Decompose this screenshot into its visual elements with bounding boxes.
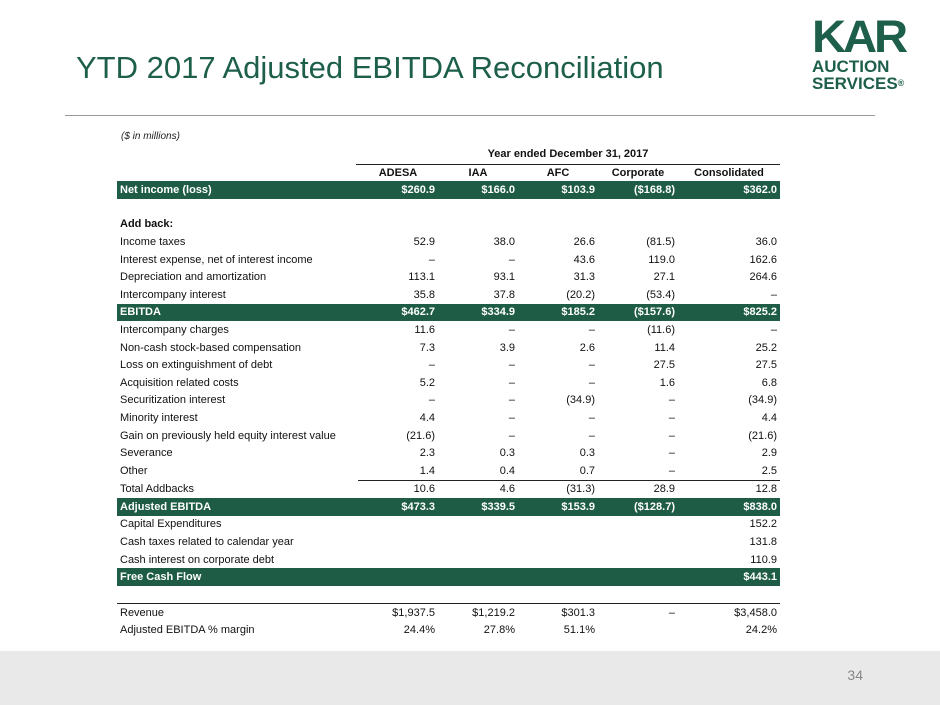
row-label: Interest expense, net of interest income — [120, 253, 313, 266]
table-row — [117, 268, 780, 286]
cell-value: 162.6 — [749, 253, 777, 266]
cell-value — [598, 516, 678, 534]
cell-value: – — [508, 429, 515, 442]
cell-value: – — [428, 253, 435, 266]
cell-value — [358, 516, 438, 534]
cell-value: ($168.8) — [598, 181, 678, 199]
cell-value: $334.9 — [438, 304, 518, 322]
cell-value: 27.1 — [653, 271, 675, 284]
row-label: Minority interest — [120, 411, 198, 424]
table-row — [117, 586, 780, 604]
row-label: Add back: — [120, 218, 174, 231]
cell-value: $838.0 — [678, 498, 780, 516]
cell-value: – — [588, 429, 595, 442]
cell-value — [518, 516, 598, 534]
cell-value — [518, 586, 598, 604]
table-row — [117, 604, 780, 622]
cell-value: 113.1 — [408, 271, 435, 284]
column-header: ADESA — [378, 166, 418, 179]
cell-value — [518, 533, 598, 551]
cell-value — [598, 586, 678, 604]
table-row — [117, 304, 780, 322]
cell-value: (21.6) — [406, 429, 435, 442]
row-label: Loss on extinguishment of debt — [120, 359, 273, 372]
title-divider — [65, 115, 875, 116]
cell-value: (20.2) — [566, 288, 595, 301]
cell-value: 28.9 — [598, 480, 678, 498]
table-row — [117, 480, 780, 498]
cell-value: 43.6 — [573, 253, 595, 266]
cell-value: 4.4 — [419, 411, 435, 424]
row-label: Severance — [120, 447, 173, 460]
cell-value — [598, 568, 678, 586]
row-label: Adjusted EBITDA % margin — [120, 624, 255, 637]
cell-value: 12.8 — [678, 480, 780, 498]
kar-auction-services-logo — [812, 11, 912, 93]
table-row — [117, 181, 780, 199]
cell-value: (34.9) — [566, 394, 595, 407]
table-row — [117, 356, 780, 374]
table-row — [117, 251, 780, 269]
cell-value: 0.4 — [499, 464, 515, 477]
row-label: Acquisition related costs — [120, 376, 239, 389]
cell-value — [598, 216, 678, 234]
cell-value: 36.0 — [755, 235, 777, 248]
cell-value: – — [508, 323, 515, 336]
cell-value: 2.3 — [419, 447, 435, 460]
cell-value: $339.5 — [438, 498, 518, 516]
header-label-cell — [117, 164, 358, 181]
logo-registered-mark: ® — [897, 78, 905, 88]
cell-value — [438, 516, 518, 534]
cell-value — [358, 199, 438, 216]
cell-value: 93.1 — [493, 271, 515, 284]
cell-value: – — [588, 359, 595, 372]
table-row — [117, 533, 780, 551]
table-row — [117, 427, 780, 445]
cell-value: $1,937.5 — [358, 604, 438, 622]
row-label: Gain on previously held equity interest value — [120, 429, 336, 442]
cell-value: – — [428, 359, 435, 372]
cell-value: $301.3 — [518, 604, 598, 622]
cell-value: – — [668, 429, 675, 442]
table-row — [117, 321, 780, 339]
cell-value: $443.1 — [678, 568, 780, 586]
cell-value: $260.9 — [358, 181, 438, 199]
cell-value: 35.8 — [413, 288, 435, 301]
row-label: Intercompany charges — [120, 323, 229, 336]
row-label: Net income (loss) — [117, 181, 358, 199]
cell-value: 1.6 — [659, 376, 675, 389]
period-header: Year ended December 31, 2017 — [487, 148, 649, 160]
cell-value: (53.4) — [646, 288, 675, 301]
cell-value: $362.0 — [678, 181, 780, 199]
cell-value: – — [770, 288, 777, 301]
cell-value: 25.2 — [755, 341, 777, 354]
cell-value — [438, 568, 518, 586]
row-label: Cash interest on corporate debt — [120, 553, 275, 566]
cell-value: – — [508, 359, 515, 372]
cell-value: 26.6 — [573, 235, 595, 248]
cell-value: 131.8 — [749, 536, 777, 549]
cell-value: 2.5 — [761, 464, 777, 477]
cell-value: $185.2 — [518, 304, 598, 322]
cell-value — [438, 199, 518, 216]
cell-value — [518, 199, 598, 216]
cell-value — [518, 216, 598, 234]
table-row — [117, 216, 780, 234]
cell-value: 38.0 — [493, 235, 515, 248]
cell-value: – — [508, 394, 515, 407]
cell-value — [598, 199, 678, 216]
cell-value: 27.5 — [653, 359, 675, 372]
table-row — [117, 199, 780, 216]
slide-title: YTD 2017 Adjusted EBITDA Reconciliation — [76, 50, 664, 85]
row-label: Capital Expenditures — [120, 518, 222, 531]
cell-value: – — [428, 394, 435, 407]
row-label: Adjusted EBITDA — [117, 498, 358, 516]
cell-value: $462.7 — [358, 304, 438, 322]
row-label: Securitization interest — [120, 394, 226, 407]
row-label: Revenue — [117, 604, 358, 622]
row-label — [117, 199, 358, 216]
cell-value: 11.6 — [414, 323, 435, 336]
table-row — [117, 551, 780, 569]
row-label: Income taxes — [120, 235, 186, 248]
row-label — [117, 586, 358, 604]
cell-value: (21.6) — [748, 429, 777, 442]
cell-value — [358, 216, 438, 234]
cell-value: 51.1% — [563, 624, 595, 637]
table-body — [117, 181, 780, 639]
column-header: AFC — [546, 166, 570, 179]
table-row — [117, 409, 780, 427]
cell-value: – — [588, 411, 595, 424]
cell-value: $153.9 — [518, 498, 598, 516]
cell-value: (81.5) — [646, 235, 675, 248]
cell-value: 31.3 — [573, 271, 595, 284]
cell-value: (11.6) — [647, 323, 675, 336]
cell-value: $3,458.0 — [678, 604, 780, 622]
cell-value: – — [588, 376, 595, 389]
cell-value — [438, 216, 518, 234]
cell-value: $473.3 — [358, 498, 438, 516]
cell-value: 7.3 — [419, 341, 435, 354]
cell-value: – — [598, 604, 678, 622]
row-label: EBITDA — [117, 304, 358, 322]
row-label: Intercompany interest — [120, 288, 226, 301]
logo-auction-text: AUCTION — [812, 57, 890, 76]
cell-value — [358, 568, 438, 586]
cell-value: 3.9 — [499, 341, 515, 354]
cell-value: – — [508, 376, 515, 389]
cell-value: (34.9) — [748, 394, 777, 407]
cell-value: (31.3) — [518, 480, 598, 498]
cell-value: – — [668, 464, 675, 477]
cell-value — [678, 586, 780, 604]
table-row — [117, 568, 780, 586]
cell-value — [678, 199, 780, 216]
cell-value — [358, 551, 438, 569]
table-row — [117, 444, 780, 462]
cell-value: 264.6 — [749, 271, 777, 284]
cell-value — [518, 568, 598, 586]
cell-value — [518, 551, 598, 569]
row-label: Free Cash Flow — [117, 568, 358, 586]
cell-value: $825.2 — [678, 304, 780, 322]
cell-value: 119.0 — [648, 253, 675, 266]
row-label: Other — [120, 464, 148, 477]
cell-value: – — [668, 447, 675, 460]
cell-value: 24.4% — [403, 624, 435, 637]
cell-value: $1,219.2 — [438, 604, 518, 622]
cell-value: 152.2 — [749, 518, 777, 531]
page-number: 34 — [847, 667, 863, 683]
units-note: ($ in millions) — [121, 131, 180, 142]
cell-value: 11.4 — [654, 341, 675, 354]
cell-value — [598, 622, 678, 640]
cell-value: 27.5 — [755, 359, 777, 372]
column-header: IAA — [468, 166, 488, 179]
table-row — [117, 516, 780, 534]
reconciliation-table — [117, 164, 780, 639]
cell-value: 0.3 — [499, 447, 515, 460]
cell-value: 5.2 — [419, 376, 435, 389]
table-row — [117, 498, 780, 516]
table-row — [117, 622, 780, 640]
cell-value — [438, 586, 518, 604]
cell-value: 1.4 — [419, 464, 435, 477]
cell-value: – — [668, 411, 675, 424]
cell-value — [598, 533, 678, 551]
footer-band — [0, 651, 940, 705]
cell-value: – — [508, 411, 515, 424]
cell-value: ($128.7) — [598, 498, 678, 516]
table-row — [117, 286, 780, 304]
cell-value — [438, 551, 518, 569]
cell-value — [598, 551, 678, 569]
cell-value: 10.6 — [358, 480, 438, 498]
cell-value: 2.6 — [579, 341, 595, 354]
cell-value: – — [770, 323, 777, 336]
row-label: Cash taxes related to calendar year — [120, 536, 294, 549]
table-row — [117, 392, 780, 410]
logo-kar-text: KAR — [812, 11, 905, 62]
cell-value — [358, 586, 438, 604]
logo-services-word: SERVICES — [812, 74, 898, 93]
cell-value: 2.9 — [761, 447, 777, 460]
row-label: Total Addbacks — [120, 483, 194, 496]
cell-value: 110.9 — [750, 553, 777, 566]
cell-value: – — [508, 253, 515, 266]
cell-value: 0.7 — [579, 464, 595, 477]
cell-value: – — [668, 394, 675, 407]
logo-services-text — [812, 75, 912, 92]
cell-value: 24.2% — [745, 624, 777, 637]
table-row — [117, 374, 780, 392]
cell-value — [678, 216, 780, 234]
cell-value: 37.8 — [493, 288, 515, 301]
cell-value — [438, 533, 518, 551]
table-row — [117, 339, 780, 357]
table-row — [117, 462, 780, 480]
cell-value: 4.6 — [438, 480, 518, 498]
table-header-row — [117, 164, 780, 181]
cell-value: 0.3 — [579, 447, 595, 460]
cell-value: 52.9 — [413, 235, 435, 248]
cell-value: ($157.6) — [598, 304, 678, 322]
cell-value: $166.0 — [438, 181, 518, 199]
cell-value: – — [588, 323, 595, 336]
table-row — [117, 233, 780, 251]
row-label: Non-cash stock-based compensation — [120, 341, 301, 354]
cell-value: 6.8 — [761, 376, 777, 389]
cell-value: 27.8% — [483, 624, 515, 637]
cell-value: 4.4 — [761, 411, 777, 424]
column-header: Corporate — [611, 166, 665, 179]
column-header: Consolidated — [694, 166, 764, 179]
cell-value: $103.9 — [518, 181, 598, 199]
cell-value — [358, 533, 438, 551]
row-label: Depreciation and amortization — [120, 271, 267, 284]
